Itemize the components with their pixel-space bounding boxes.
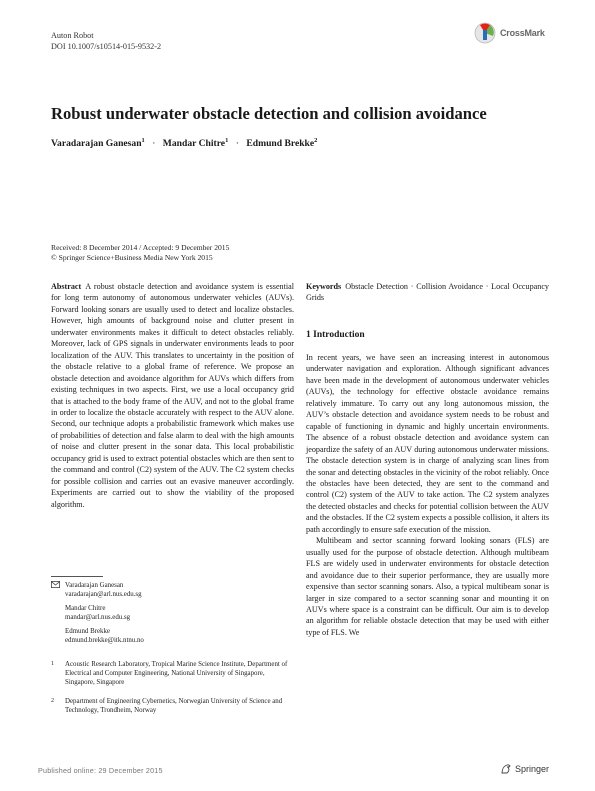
contact-email[interactable]: edmund.brekke@itk.ntnu.no xyxy=(65,637,144,645)
affiliation-number: 1 xyxy=(51,661,54,667)
affiliation-number: 2 xyxy=(51,698,54,704)
running-header xyxy=(51,30,161,52)
abstract xyxy=(51,281,294,510)
author-name: Varadarajan Ganesan xyxy=(51,138,142,150)
journal-name: Auton Robot xyxy=(51,31,94,40)
abstract-text: A robust obstacle detection and avoidance system is essential for long term autonomy of autonomous underwater vehicles (AUVs). Forward looking sonars are usually used to detect and localize obstacles. However, high amounts of background noise and clutter present in underwater environments makes it difficult to detect obstacles reliably. Moreover, lack of GPS signals in underwater environments leads to poor localization of the AUV. This translates to uncertainty in the position of the obstacle relative to a global frame of reference. We propose an obstacle detection and avoidance algorithm for AUVs which differs from existing techniques in two aspects. First, we use a local occupancy grid that is attached to the body frame of the AUV, and not to the global frame in order to localize the obstacle accurately with respect to the AUV alone. Second, our technique adopts a probabilistic framework which makes use of probabilities of detection and false alarm to deal with the high amounts of noise and clutter present in the sonar data. This local probabilistic occupancy grid is used to extract potential obstacles which are then sent to the command and control (C2) system of the AUV. The C2 system checks for possible collision and carries out an evasive maneuver accordingly. Experiments are carried out to show the viability of the proposed algorithm. xyxy=(51,282,294,509)
author-affiliation-mark: 2 xyxy=(314,137,318,144)
author-name: Mandar Chitre xyxy=(162,138,226,150)
crossmark-icon xyxy=(474,22,496,44)
crossmark-label: CrossMark xyxy=(500,28,545,38)
contact-email[interactable]: mandar@arl.nus.edu.sg xyxy=(65,614,131,622)
author-separator: · xyxy=(152,138,156,150)
introduction-body xyxy=(306,352,549,638)
contact-entry xyxy=(65,627,294,645)
keywords-text: Obstacle Detection · Collision Avoidance · Local Occupancy Grids xyxy=(306,282,549,303)
crossmark-badge[interactable] xyxy=(474,22,545,44)
intro-paragraph: Multibeam and sector scanning forward looking sonars (FLS) are usually used for the purpose of obstacle detection. Although multibeam FLS are widely used in underwater environments for obstacle detection and avoidance due to their superior performance, they are usually more expensive than sector scanning sonars. Also, a typical multibeam sonar is larger in size compared to a sector scanning sonar and mounting it on AUVs where space is a constraint can be difficult. Our aim is to develop an algorithm for reliable obstacle detection that may be used with either type of FLS. We xyxy=(306,536,549,637)
contact-name: Mandar Chitre xyxy=(65,605,106,613)
envelope-icon xyxy=(51,581,60,590)
published-online-date: Published online: 29 December 2015 xyxy=(38,766,163,775)
publication-dates xyxy=(51,243,229,263)
springer-logo xyxy=(500,763,549,775)
author-contacts xyxy=(51,581,294,651)
abstract-label: Abstract xyxy=(51,282,82,291)
contact-entry xyxy=(65,581,294,599)
affiliation-text: Acoustic Research Laboratory, Tropical Marine Science Institute, Department of Electrical and Computer Engineering, National University of Singapore, Singapore, Singapore xyxy=(65,661,288,687)
springer-label: Springer xyxy=(515,764,550,774)
received-accepted-date: Received: 8 December 2014 / Accepted: 9 December 2015 xyxy=(51,243,230,252)
contact-name: Edmund Brekke xyxy=(65,628,110,636)
author-list xyxy=(51,137,551,149)
springer-horse-icon xyxy=(500,763,512,775)
footnote-rule xyxy=(51,576,103,577)
contact-name: Varadarajan Ganesan xyxy=(65,582,124,589)
contact-entry xyxy=(65,604,294,622)
affiliation-text: Department of Engineering Cybernetics, Norwegian University of Science and Technology, Trondheim, Norway xyxy=(65,698,283,715)
author-affiliation-mark: 1 xyxy=(141,137,145,144)
affiliation xyxy=(51,697,294,715)
intro-paragraph: In recent years, we have seen an increasing interest in autonomous underwater navigation and exploration. Although significant advances have been made in the development of autonomous underwater vehicles (AUVs), the technology for effective obstacle avoidance remains relatively immature. To carry out any long autonomous mission, the AUV’s obstacle detection and avoidance system needs to be robust and capable of functioning in dynamic and highly uncertain environments. The absence of a robust obstacle detection and avoidance system can jeopardize the safety of an AUV during autonomous underwater missions. The obstacle detection system is in charge of analyzing scan lines from the sonar and detecting obstacles in the vicinity of the robot reliably. Once the obstacles have been detected, they are sent to the command and control (C2) system of the AUV to take action. The C2 system analyzes the detected obstacles and checks for potential collision between the AUV and the obstacles. If the C2 system expects a possible collision, it alters its path accordingly to ensure safe execution of the mission. xyxy=(306,353,549,534)
contact-email[interactable]: varadarajan@arl.nus.edu.sg xyxy=(65,591,142,599)
keywords-label: Keywords xyxy=(306,282,342,291)
paper-title: Robust underwater obstacle detection and collision avoidance xyxy=(51,104,487,123)
author-name: Edmund Brekke xyxy=(246,138,315,150)
section-heading: 1 Introduction xyxy=(306,330,365,340)
affiliation xyxy=(51,660,294,687)
keywords xyxy=(306,281,549,304)
author-affiliation-mark: 1 xyxy=(225,137,229,144)
doi-text: DOI 10.1007/s10514-015-9532-2 xyxy=(51,42,162,51)
author-separator: · xyxy=(235,138,239,150)
copyright-line: © Springer Science+Business Media New York 2015 xyxy=(51,253,213,262)
